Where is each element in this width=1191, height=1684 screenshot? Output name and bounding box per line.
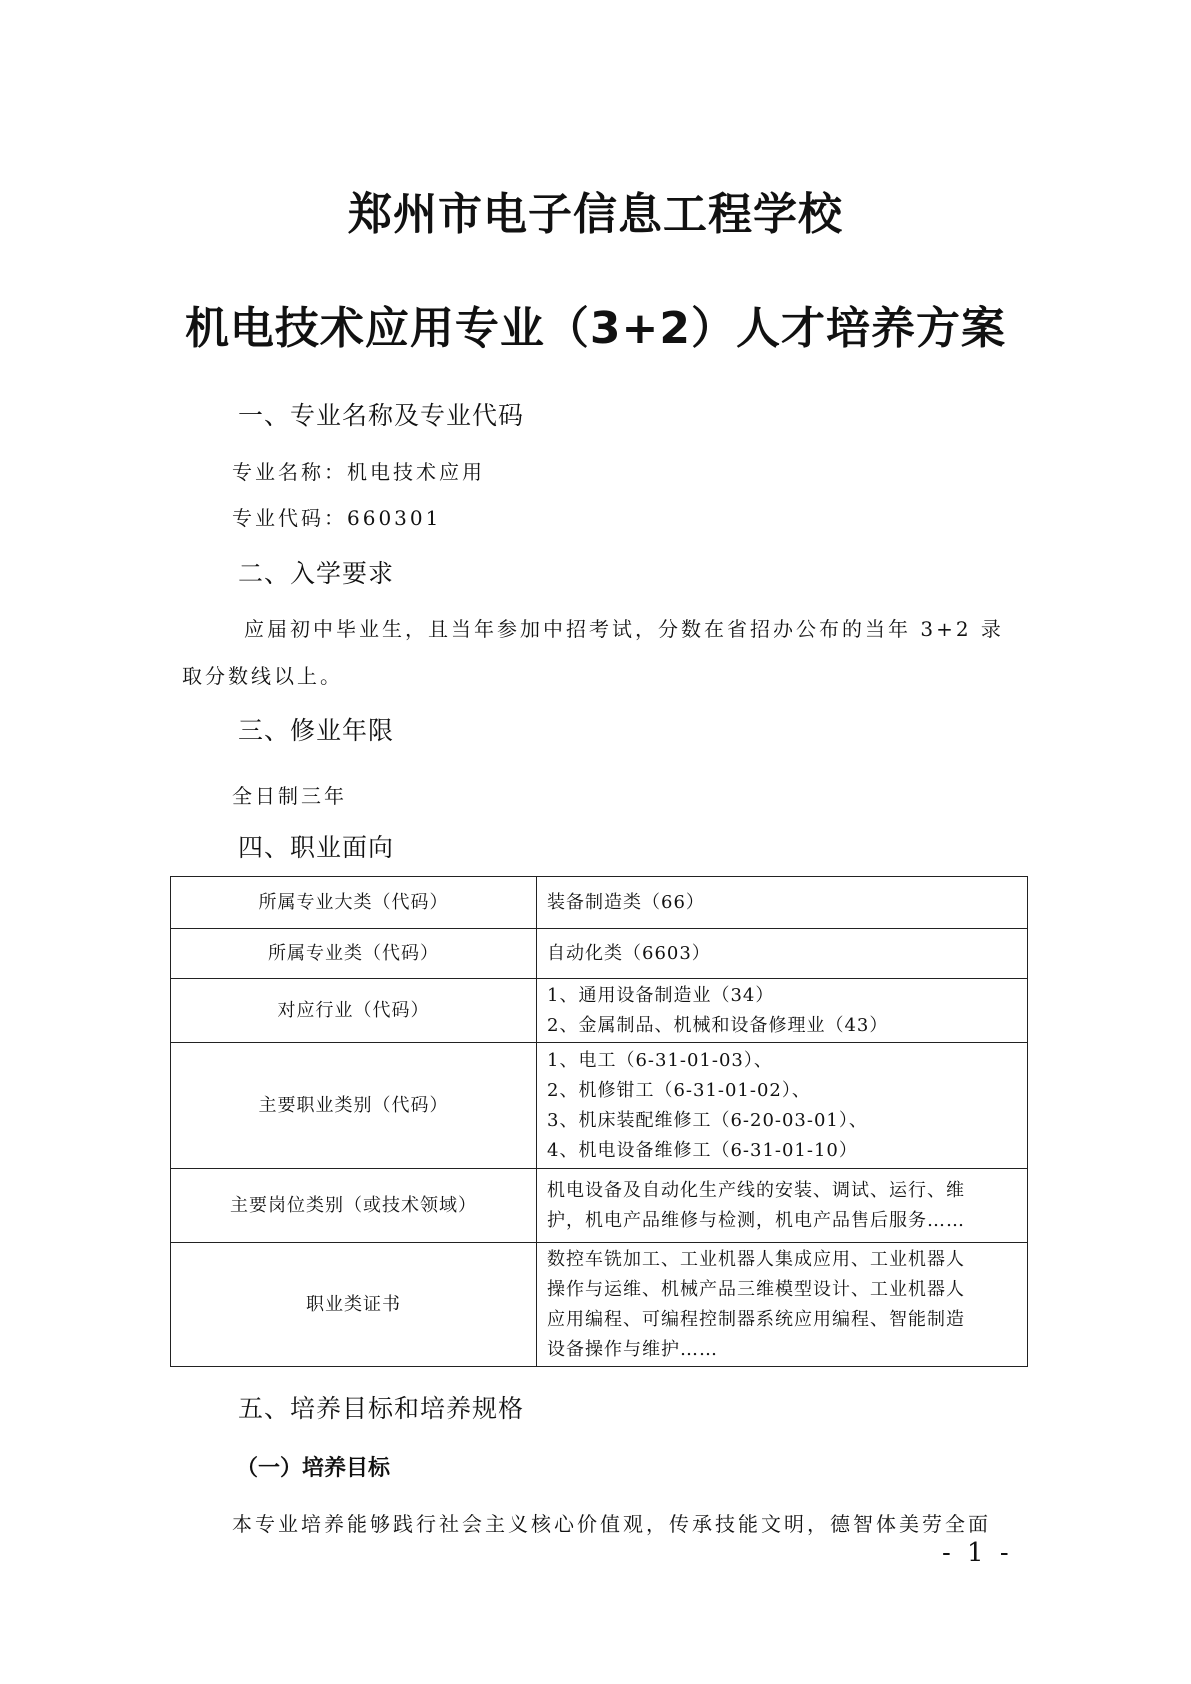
- table-cell-label: 所属专业大类（代码）: [171, 877, 537, 929]
- table-cell-value: [537, 929, 1028, 979]
- table-cell-value: [537, 1043, 1028, 1169]
- table-cell-label: 职业类证书: [171, 1243, 537, 1367]
- table-value-line: 自动化类（6603）: [547, 942, 711, 964]
- table-value-line: 护，机电产品维修与检测，机电产品售后服务……: [547, 1209, 965, 1231]
- major-code-line: 专业代码：660301: [232, 506, 442, 530]
- table-value-line: 设备操作与维护……: [547, 1338, 718, 1360]
- training-goal-heading: （一）培养目标: [236, 1456, 391, 1481]
- table-cell-value: [537, 979, 1028, 1043]
- admission-para-line2: 取分数线以上。: [182, 664, 343, 688]
- table-value-line: 2、金属制品、机械和设备修理业（43）: [547, 1014, 889, 1036]
- table-value-line: 2、机修钳工（6-31-01-02）、: [547, 1079, 811, 1101]
- training-goal-para: 本专业培养能够践行社会主义核心价值观，传承技能文明，德智体美劳全面: [232, 1512, 991, 1536]
- document-subtitle: 机电技术应用专业（3+2）人才培养方案: [184, 303, 1007, 354]
- major-name-line: 专业名称：机电技术应用: [232, 460, 485, 484]
- table-row: [171, 1243, 1028, 1367]
- table-value-line: 4、机电设备维修工（6-31-01-10）: [547, 1139, 858, 1161]
- table-value-line: 3、机床装配维修工（6-20-03-01）、: [547, 1109, 868, 1131]
- section-4-heading: 四、职业面向: [238, 833, 395, 862]
- section-5-heading: 五、培养目标和培养规格: [238, 1394, 525, 1423]
- table-cell-value: [537, 1169, 1028, 1243]
- career-orientation-table: [170, 876, 1028, 1367]
- table-cell-label: 主要职业类别（代码）: [171, 1043, 537, 1169]
- table-cell-value: [537, 877, 1028, 929]
- admission-para-line1: 应届初中毕业生，且当年参加中招考试，分数在省招办公布的当年 3+2 录: [244, 617, 1004, 641]
- table-row: [171, 1169, 1028, 1243]
- table-row: [171, 979, 1028, 1043]
- table-value-line: 机电设备及自动化生产线的安装、调试、运行、维: [547, 1179, 965, 1201]
- section-3-heading: 三、修业年限: [238, 716, 395, 745]
- table-cell-label: 所属专业类（代码）: [171, 929, 537, 979]
- table-value-line: 1、通用设备制造业（34）: [547, 984, 775, 1006]
- table-row: [171, 877, 1028, 929]
- table-value-line: 应用编程、可编程控制器系统应用编程、智能制造: [547, 1308, 965, 1330]
- table-cell-label: 对应行业（代码）: [171, 979, 537, 1043]
- table-cell-label: 主要岗位类别（或技术领域）: [171, 1169, 537, 1243]
- table-cell-value: [537, 1243, 1028, 1367]
- table-row: [171, 1043, 1028, 1169]
- table-row: [171, 929, 1028, 979]
- page-number: - 1 -: [942, 1538, 1013, 1568]
- document-title: 郑州市电子信息工程学校: [348, 189, 843, 240]
- table-value-line: 1、电工（6-31-01-03）、: [547, 1049, 773, 1071]
- table-value-line: 数控车铣加工、工业机器人集成应用、工业机器人: [547, 1248, 965, 1270]
- study-duration: 全日制三年: [232, 784, 347, 808]
- section-1-heading: 一、专业名称及专业代码: [238, 401, 525, 430]
- table-value-line: 操作与运维、机械产品三维模型设计、工业机器人: [547, 1278, 965, 1300]
- section-2-heading: 二、入学要求: [238, 559, 395, 588]
- table-value-line: 装备制造类（66）: [547, 891, 705, 913]
